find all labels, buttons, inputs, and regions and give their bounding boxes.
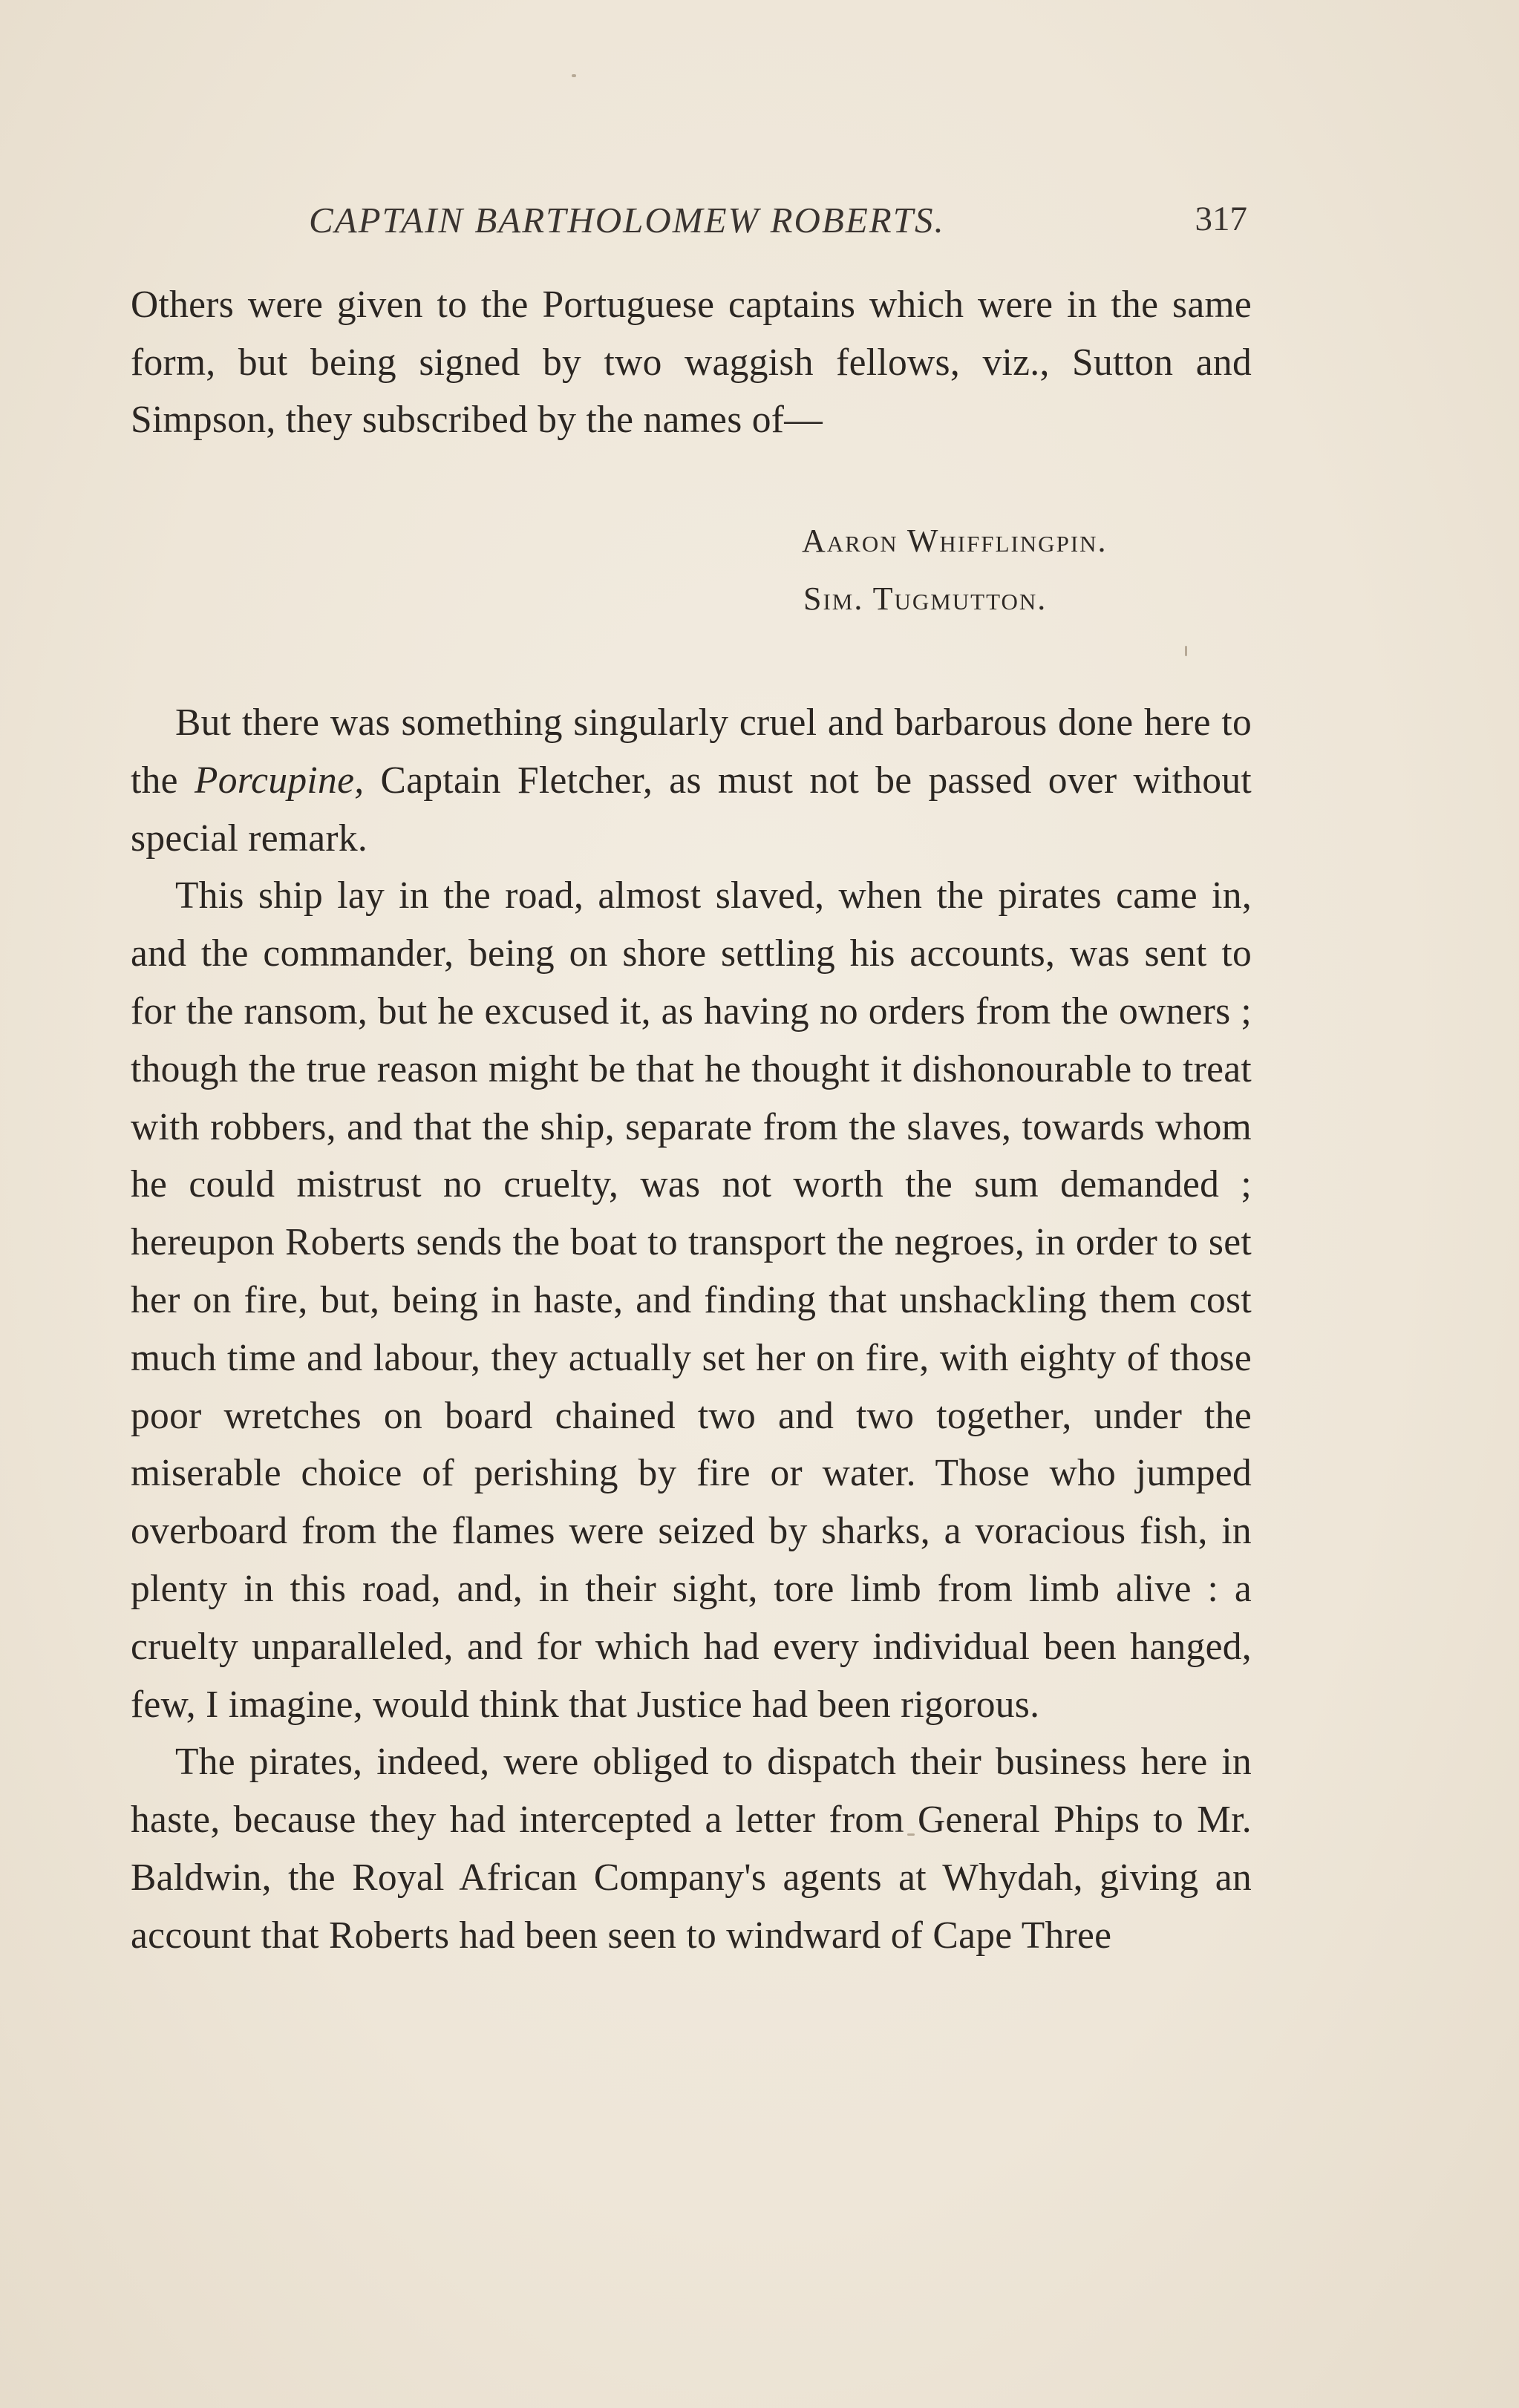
running-title: CAPTAIN BARTHOLOMEW ROBERTS.	[309, 200, 945, 241]
paragraph-ship-burning: This ship lay in the road, almost slaved, when the pirates came in, and the commander, being on shore settling his accounts, was sent to for the ransom, but he excused it, as having no orders from the owners ; though the true reason might be that he thought it dishonourable to treat with robbers, and that the ship, separate from the slaves, towards whom he could mistrust no cruelty, was not worth the sum demanded ; hereupon Roberts sends the boat to transport the negroes, in order to set her on fire, but, being in haste, and finding that unshackling them cost much time and labour, they actually set her on fire, with eighty of those poor wretches on board chained two and two together, under the miserable choice of perishing by fire or water. Those who jumped overboard from the flames were seized by sharks, a voracious fish, in plenty in this road, and, in their sight, tore limb from limb alive : a cruelty unparalleled, and for which had every individual been hanged, few, I imagine, would think that Justice had been rigorous.	[131, 874, 1252, 1726]
signature-sim-tugmutton: Sim. Tugmutton.	[803, 580, 1048, 617]
signature-block	[802, 512, 1108, 628]
ship-name-porcupine: Porcupine,	[194, 759, 365, 802]
paragraph-pirates-dispatch: The pirates, indeed, were obliged to dispatch their business here in haste, because they had intercepted a letter from General Phips to Mr. Baldwin, the Royal African Company's agents at Whydah, giving an account that Roberts had been seen to windward of Cape Three	[131, 1741, 1252, 1957]
paper-speck	[572, 74, 576, 77]
paragraph-porcupine-text-b: Captain Fletcher, as must not be passed over without special remark.	[131, 759, 1252, 860]
paragraph-porcupine-text-a: But there was something singularly cruel and barbarous done here to the	[131, 701, 1252, 802]
paragraph-porcupine	[131, 694, 1252, 867]
paper-speck	[1185, 646, 1187, 656]
paragraph-others: Others were given to the Portuguese captains which were in the same form, but being signed by two waggish fellows, viz., Sutton and Simpson, they subscribed by the names of—	[131, 284, 1252, 441]
text-block-top	[131, 276, 1252, 449]
signature-aaron-whifflingpin: Aaron Whifflingpin.	[802, 523, 1108, 559]
page-header	[131, 199, 1247, 243]
page-number: 317	[1195, 200, 1247, 238]
text-block-main	[131, 694, 1252, 1965]
